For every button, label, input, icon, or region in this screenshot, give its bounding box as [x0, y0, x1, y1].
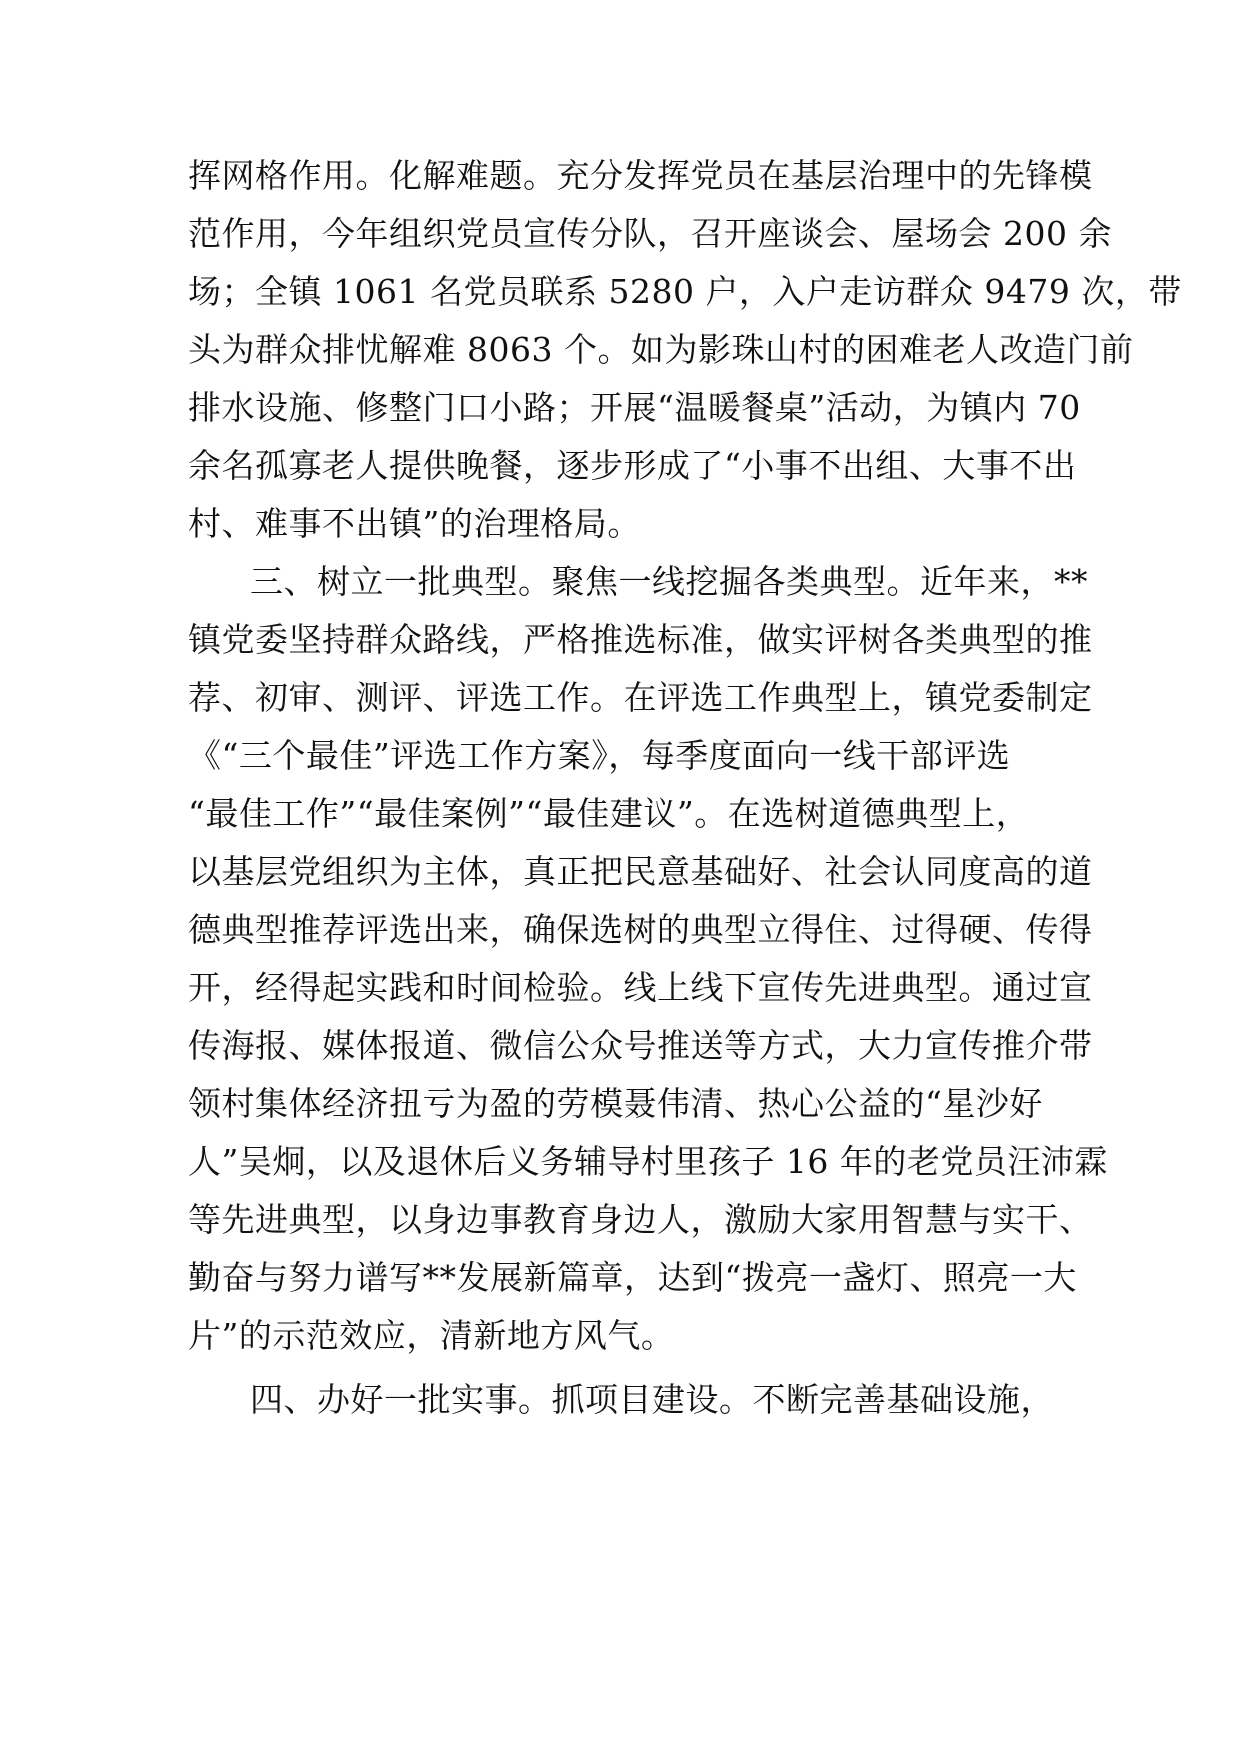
text-line: 人”吴炯，以及退休后义务辅导村里孩子 16 年的老党员汪沛霖 — [188, 1142, 1108, 1181]
text-line: 片”的示范效应，清新地方风气。 — [188, 1316, 675, 1355]
text-line: 开，经得起实践和时间检验。线上线下宣传先进典型。通过宣 — [188, 968, 1093, 1007]
text-line: 镇党委坚持群众路线，严格推选标准，做实评树各类典型的推 — [188, 620, 1093, 659]
text-line: 德典型推荐评选出来，确保选树的典型立得住、过得硬、传得 — [188, 910, 1093, 949]
text-line: 《“三个最佳”评选工作方案》，每季度面向一线干部评选 — [188, 736, 1011, 775]
text-line: 领村集体经济扭亏为盈的劳模聂伟清、热心公益的“星沙好 — [188, 1084, 1043, 1123]
text-line: 头为群众排忧解难 8063 个。如为影珠山村的困难老人改造门前 — [188, 330, 1134, 369]
text-line: 传海报、媒体报道、微信公众号推送等方式，大力宣传推介带 — [188, 1026, 1093, 1065]
text-line: 余名孤寡老人提供晚餐，逐步形成了“小事不出组、大事不出 — [188, 446, 1077, 485]
section-heading-line: 四、办好一批实事。抓项目建设。不断完善基础设施， — [250, 1380, 1054, 1419]
section-heading-line: 三、树立一批典型。聚焦一线挖掘各类典型。近年来，** — [250, 562, 1088, 601]
text-line: 荐、初审、测评、评选工作。在评选工作典型上，镇党委制定 — [188, 678, 1093, 717]
text-line: 场；全镇 1061 名党员联系 5280 户，入户走访群众 9479 次，带 — [188, 272, 1182, 311]
text-line: “最佳工作”“最佳案例”“最佳建议”。在选树道德典型上， — [188, 794, 1030, 833]
text-line: 排水设施、修整门口小路；开展“温暖餐桌”活动，为镇内 70 — [188, 388, 1081, 427]
text-line: 以基层党组织为主体，真正把民意基础好、社会认同度高的道 — [188, 852, 1093, 891]
text-line: 勤奋与努力谱写**发展新篇章，达到“拨亮一盏灯、照亮一大 — [188, 1258, 1077, 1297]
text-line: 村、难事不出镇”的治理格局。 — [188, 504, 641, 543]
text-line: 等先进典型，以身边事教育身边人，激励大家用智慧与实干、 — [188, 1200, 1093, 1239]
text-line: 挥网格作用。化解难题。充分发挥党员在基层治理中的先锋模 — [188, 156, 1093, 195]
text-line: 范作用，今年组织党员宣传分队，召开座谈会、屋场会 200 余 — [188, 214, 1112, 253]
